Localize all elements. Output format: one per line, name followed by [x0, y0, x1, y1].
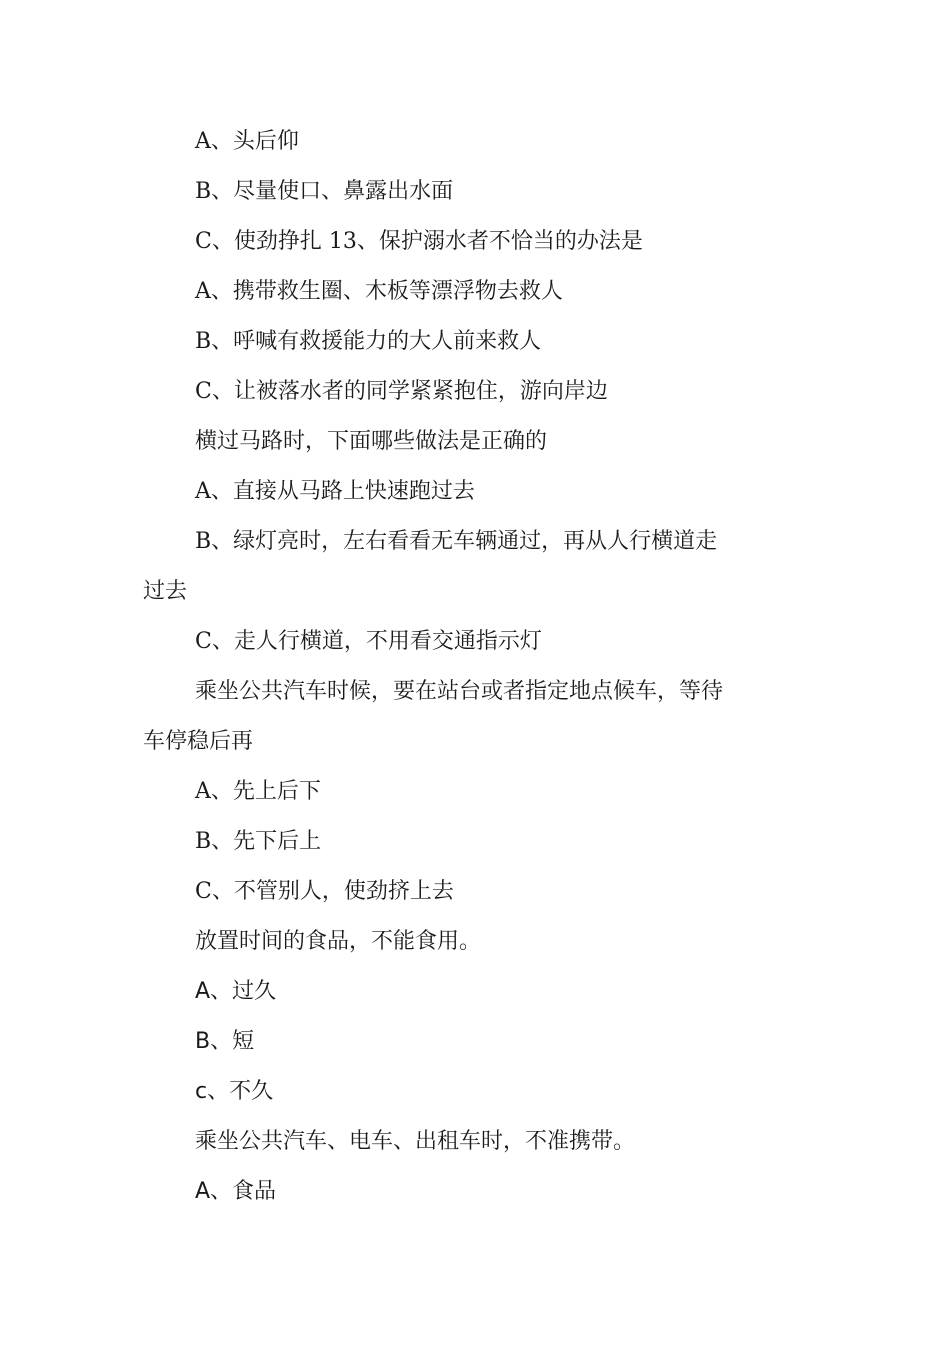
option-c-hold-tight: C、让被落水者的同学紧紧抱住，游向岸边 — [195, 379, 608, 404]
option-a-run-across: A、直接从马路上快速跑过去 — [195, 479, 475, 504]
option-b-green-light: B、绿灯亮时，左右看看无车辆通过，再从人行横道走 — [195, 529, 718, 554]
option-a-board-first: A、先上后下 — [195, 779, 321, 804]
option-c-not-long: c、不久 — [195, 1079, 274, 1104]
question-cross-road: 横过马路时，下面哪些做法是正确的 — [195, 429, 548, 454]
option-b-green-light-cont: 过去 — [143, 579, 188, 604]
question-bus-boarding: 乘坐公共汽车时候，要在站台或者指定地点候车，等待 — [195, 679, 724, 704]
document-body — [143, 117, 753, 1217]
option-c-and-question-13: C、使劲挣扎 13、保护溺水者不恰当的办法是 — [195, 229, 643, 254]
option-b-mouth-nose-out: B、尽量使口、鼻露出水面 — [195, 179, 454, 204]
option-a-float-rescue: A、携带救生圈、木板等漂浮物去救人 — [195, 279, 563, 304]
option-a-too-long: A、过久 — [195, 979, 277, 1004]
option-b-short: B、短 — [195, 1029, 255, 1054]
question-prohibited-items: 乘坐公共汽车、电车、出租车时，不准携带。 — [195, 1129, 636, 1154]
option-a-food: A、食品 — [195, 1179, 277, 1204]
option-c-crosswalk: C、走人行横道，不用看交通指示灯 — [195, 629, 542, 654]
option-b-call-adults: B、呼喊有救援能力的大人前来救人 — [195, 329, 542, 354]
option-b-alight-first: B、先下后上 — [195, 829, 322, 854]
question-food-storage: 放置时间的食品，不能食用。 — [195, 929, 482, 954]
option-a-head-back: A、头后仰 — [195, 129, 299, 154]
option-c-push-in: C、不管别人，使劲挤上去 — [195, 879, 454, 904]
question-bus-boarding-cont: 车停稳后再 — [143, 729, 254, 754]
